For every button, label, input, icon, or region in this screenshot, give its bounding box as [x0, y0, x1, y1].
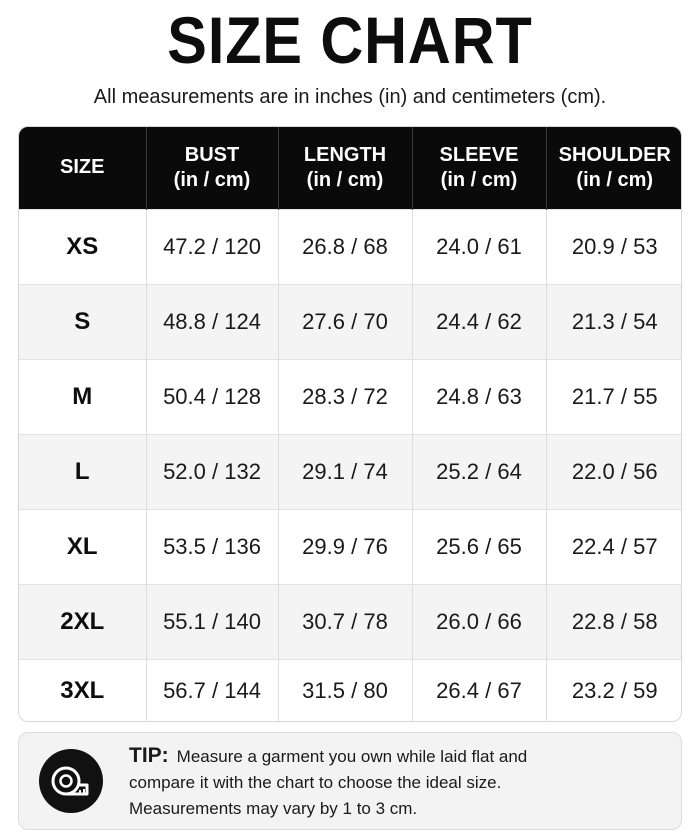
- table-row: [19, 359, 682, 434]
- table-row: [19, 659, 682, 722]
- header-unit: (in / cm): [576, 168, 654, 191]
- table-header: [19, 127, 682, 209]
- header-size: [19, 127, 146, 209]
- shoulder-cell: 23.2 / 59: [546, 659, 682, 722]
- sleeve-cell: 25.6 / 65: [412, 509, 546, 584]
- length-cell: 31.5 / 80: [278, 659, 412, 722]
- header-unit: (in / cm): [306, 168, 384, 191]
- header-length: [278, 127, 412, 209]
- size-cell: 3XL: [19, 659, 146, 722]
- header-label: SLEEVE: [439, 143, 519, 166]
- sleeve-cell: 25.2 / 64: [412, 434, 546, 509]
- measuring-tape-icon: [39, 749, 103, 813]
- sleeve-cell: 24.4 / 62: [412, 284, 546, 359]
- tip-label: TIP:: [129, 744, 169, 767]
- tip-line-1: [129, 743, 669, 770]
- length-cell: 29.1 / 74: [278, 434, 412, 509]
- page-subtitle: All measurements are in inches (in) and centimeters (cm).: [93, 86, 607, 108]
- bust-cell: 56.7 / 144: [146, 659, 278, 722]
- table-row: [19, 284, 682, 359]
- size-cell: L: [19, 434, 146, 509]
- bust-cell: 50.4 / 128: [146, 359, 278, 434]
- bust-cell: 52.0 / 132: [146, 434, 278, 509]
- table-row: [19, 434, 682, 509]
- sleeve-cell: 24.8 / 63: [412, 359, 546, 434]
- size-table-container: [18, 126, 682, 722]
- sleeve-cell: 24.0 / 61: [412, 209, 546, 284]
- length-cell: 26.8 / 68: [278, 209, 412, 284]
- header-bust: [146, 127, 278, 209]
- tip-box: [18, 732, 682, 830]
- header-unit: (in / cm): [173, 168, 251, 191]
- size-cell: S: [19, 284, 146, 359]
- bust-cell: 53.5 / 136: [146, 509, 278, 584]
- table-row: [19, 509, 682, 584]
- size-cell: XL: [19, 509, 146, 584]
- shoulder-cell: 21.7 / 55: [546, 359, 682, 434]
- sleeve-cell: 26.0 / 66: [412, 584, 546, 659]
- tip-text-1: Measure a garment you own while laid flat and: [176, 747, 528, 766]
- length-cell: 28.3 / 72: [278, 359, 412, 434]
- shoulder-cell: 22.0 / 56: [546, 434, 682, 509]
- header-shoulder: [546, 127, 682, 209]
- bust-cell: 47.2 / 120: [146, 209, 278, 284]
- bust-cell: 48.8 / 124: [146, 284, 278, 359]
- header-label: SIZE: [60, 156, 105, 179]
- shoulder-cell: 22.4 / 57: [546, 509, 682, 584]
- size-cell: 2XL: [19, 584, 146, 659]
- size-cell: XS: [19, 209, 146, 284]
- header-sleeve: [412, 127, 546, 209]
- shoulder-cell: 20.9 / 53: [546, 209, 682, 284]
- shoulder-cell: 21.3 / 54: [546, 284, 682, 359]
- length-cell: 29.9 / 76: [278, 509, 412, 584]
- header-row: [19, 127, 682, 209]
- header-label: LENGTH: [303, 143, 387, 166]
- length-cell: 27.6 / 70: [278, 284, 412, 359]
- table-row: [19, 584, 682, 659]
- header-label: BUST: [184, 143, 240, 166]
- sleeve-cell: 26.4 / 67: [412, 659, 546, 722]
- page-title: SIZE CHART: [167, 3, 533, 77]
- bust-cell: 55.1 / 140: [146, 584, 278, 659]
- tip-text: [129, 743, 669, 822]
- size-table: [19, 127, 682, 722]
- table-body: [19, 209, 682, 722]
- header-unit: (in / cm): [440, 168, 518, 191]
- header-label: SHOULDER: [558, 143, 671, 166]
- table-row: [19, 209, 682, 284]
- length-cell: 30.7 / 78: [278, 584, 412, 659]
- tip-line-3: Measurements may vary by 1 to 3 cm.: [129, 799, 418, 818]
- tip-line-2: compare it with the chart to choose the ideal size.: [129, 773, 502, 792]
- shoulder-cell: 22.8 / 58: [546, 584, 682, 659]
- size-cell: M: [19, 359, 146, 434]
